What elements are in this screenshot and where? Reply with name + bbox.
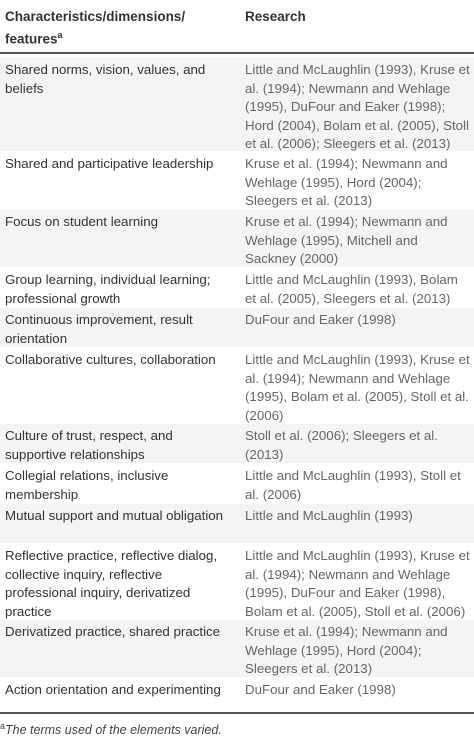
header-characteristics-label: Characteristics/dimensions/ features [5,9,186,47]
header-characteristics [5,8,230,49]
research-cell: Little and McLaughlin (1993), Kruse et al. (1994); Newmann and Wehlage (1995), Bolam et al. (2005), Stoll et al. (2006) [245,352,470,423]
feature-cell: Culture of trust, respect, and supportive relationships [5,428,173,462]
feature-cell: Collegial relations, inclusive membership [5,468,169,502]
feature-cell: Mutual support and mutual obligation [5,508,224,523]
feature-cell: Action orientation and experimenting [5,682,221,697]
feature-cell: Shared and participative leadership [5,156,214,171]
table-row [0,307,474,347]
research-cell: Little and McLaughlin (1993), Stoll et al. (2006) [245,468,461,502]
feature-cell: Group learning, individual learning; professional growth [5,272,211,306]
table-row [0,503,474,543]
feature-cell: Derivatized practice, shared practice [5,624,221,639]
header-research: Research [245,9,306,24]
table-row [0,151,474,209]
feature-cell: Shared norms, vision, values, and beliefs [5,62,206,96]
table-row [0,57,474,151]
footnote-marker: a [57,30,63,40]
footnote-mark: a [0,721,6,731]
table-row [0,677,474,712]
feature-cell: Reflective practice, reflective dialog, collective inquiry, reflective professional inquiry, derivatized practice [5,548,218,619]
table-row [0,543,474,619]
feature-cell: Continuous improvement, result orientation [5,312,193,346]
research-cell: DuFour and Eaker (1998) [245,682,396,697]
research-cell: DuFour and Eaker (1998) [245,312,396,327]
table-row [0,423,474,463]
table-header [0,0,474,54]
table-footnote [0,712,474,737]
research-cell: Little and McLaughlin (1993), Kruse et al. (1994); Newmann and Wehlage (1995), DuFour and Eaker (1998), Bolam et al. (2005), Stoll et al. (2006) [245,548,470,619]
table-row [0,463,474,503]
research-cell: Kruse et al. (1994); Newmann and Wehlage (1995), Hord (2004); Sleegers et al. (2013) [245,156,448,209]
table-row [0,267,474,307]
research-cell: Kruse et al. (1994); Newmann and Wehlage (1995), Mitchell and Sackney (2000) [245,214,448,267]
footnote-text: The terms used of the elements varied. [5,723,222,738]
research-cell: Little and McLaughlin (1993), Bolam et al. (2005), Sleegers et al. (2013) [245,272,458,306]
research-cell: Little and McLaughlin (1993) [245,508,413,523]
table-row [0,209,474,267]
table-row [0,347,474,423]
research-cell: Stoll et al. (2006); Sleegers et al. (2013) [245,428,438,462]
feature-cell: Collaborative cultures, collaboration [5,352,216,367]
feature-cell: Focus on student learning [5,214,159,229]
research-cell: Kruse et al. (1994); Newmann and Wehlage (1995), Hord (2004); Sleegers et al. (2013) [245,624,448,677]
table-row [0,619,474,677]
research-cell: Little and McLaughlin (1993), Kruse et al. (1994); Newmann and Wehlage (1995), DuFour and Eaker (1998); Hord (2004), Bolam et al. (2005), Stoll et al. (2006); Sleegers et al. (2013) [245,62,470,152]
